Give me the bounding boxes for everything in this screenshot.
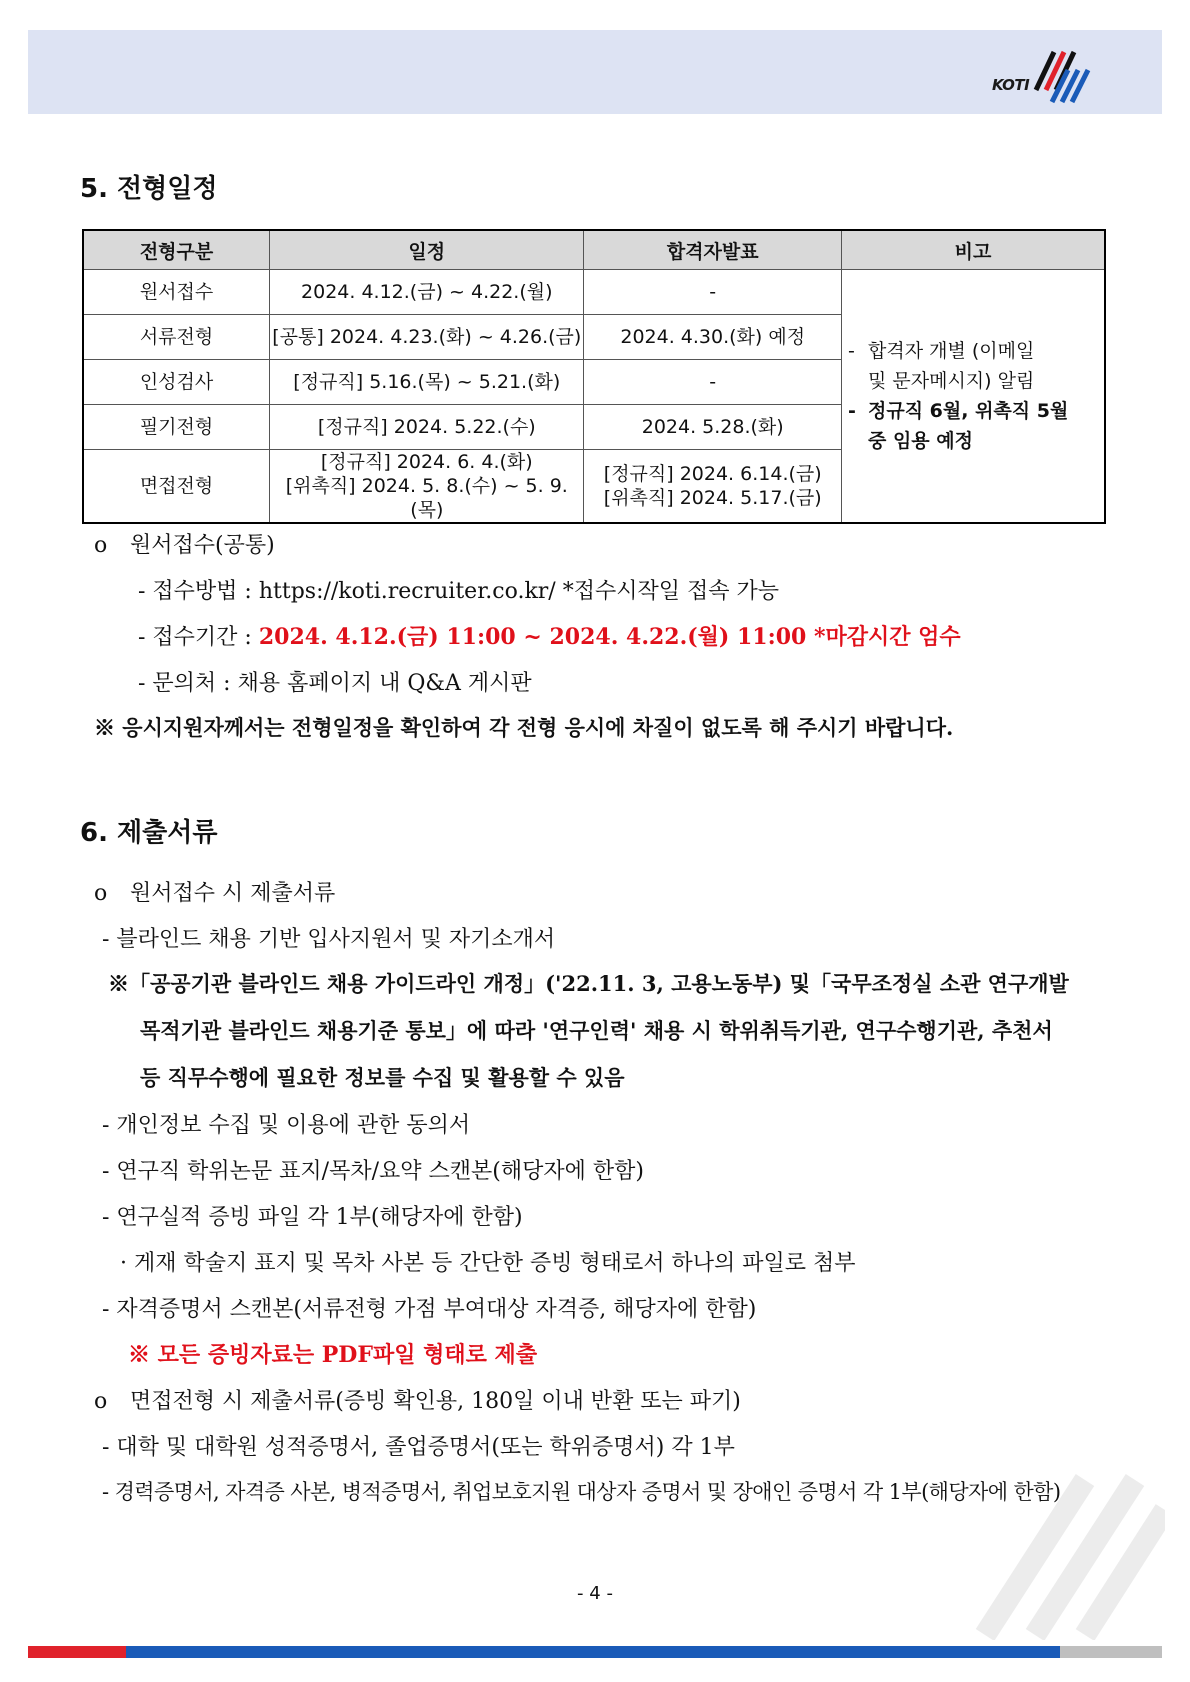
doc-item: - 자격증명서 스캔본(서류전형 가점 부여대상 자격증, 해당자에 한함) bbox=[102, 1297, 757, 1322]
apply-period: - 접수기간 : 2024. 4.12.(금) 11:00 ~ 2024. 4.22.(월) 11:00 *마감시간 엄수 bbox=[138, 624, 961, 650]
doc-item: - 경력증명서, 자격증 사본, 병적증명서, 취업보호지원 대상자 증명서 및 장애인 증명서 각 1부(해당자에 한함) bbox=[102, 1480, 1061, 1504]
stage-cell: 면접전형 bbox=[83, 450, 270, 524]
schedule-cell: [정규직] 5.16.(목) ~ 5.21.(화) bbox=[270, 360, 584, 405]
doc-item: - 대학 및 대학원 성적증명서, 졸업증명서(또는 학위증명서) 각 1부 bbox=[102, 1435, 735, 1460]
footer-bar-red bbox=[28, 1646, 126, 1658]
doc-sub-item: · 게재 학술지 표지 및 목차 사본 등 간단한 증빙 형태로서 하나의 파일로 첨부 bbox=[120, 1251, 856, 1276]
header-cell: 합격자발표 bbox=[584, 230, 842, 270]
apply-contact: - 문의처 : 채용 홈페이지 내 Q&A 게시판 bbox=[138, 671, 532, 696]
logo-text: KOTI bbox=[992, 76, 1030, 94]
note-line: 중 임용 예정 bbox=[867, 430, 973, 452]
note-line: - 정규직 6월, 위촉직 5월 bbox=[847, 400, 1069, 422]
announce-cell: - bbox=[584, 270, 842, 315]
schedule-cell: [공통] 2024. 4.23.(화) ~ 4.26.(금) bbox=[270, 315, 584, 360]
apply-docs-title: o 원서접수 시 제출서류 bbox=[94, 881, 336, 906]
schedule-cell: [정규직] 2024. 5.22.(수) bbox=[270, 405, 584, 450]
note-line: 및 문자메시지) 알림 bbox=[867, 370, 1035, 392]
note-cell bbox=[841, 270, 1105, 524]
header-cell: 일정 bbox=[270, 230, 584, 270]
page-number: - 4 - bbox=[577, 1583, 613, 1604]
header-cell: 비고 bbox=[841, 230, 1105, 270]
pdf-notice: ※ 모든 증빙자료는 PDF파일 형태로 제출 bbox=[128, 1342, 538, 1368]
doc-item: - 블라인드 채용 기반 입사지원서 및 자기소개서 bbox=[102, 927, 556, 952]
announce-cell bbox=[584, 450, 842, 524]
schedule-line: [정규직] 2024. 6. 4.(화) bbox=[320, 451, 533, 473]
stage-cell: 서류전형 bbox=[83, 315, 270, 360]
schedule-cell: 2024. 4.12.(금) ~ 4.22.(월) bbox=[270, 270, 584, 315]
stage-cell: 인성검사 bbox=[83, 360, 270, 405]
interview-docs-title: o 면접전형 시 제출서류(증빙 확인용, 180일 이내 반환 또는 파기) bbox=[94, 1389, 741, 1414]
announce-line: [정규직] 2024. 6.14.(금) bbox=[603, 463, 822, 485]
note-line: - 합격자 개별 (이메일 bbox=[847, 340, 1035, 362]
logo-stripes-icon bbox=[1032, 38, 1100, 106]
doc-item: - 연구실적 증빙 파일 각 1부(해당자에 한함) bbox=[102, 1205, 523, 1230]
schedule-cell bbox=[270, 450, 584, 524]
footer-bar-blue bbox=[126, 1646, 1060, 1658]
guide-notice-line: ※「공공기관 블라인드 채용 가이드라인 개정」('22.11. 3, 고용노동부) 및「국무조정실 소관 연구개발 bbox=[108, 971, 1069, 996]
table-header-row bbox=[83, 230, 1105, 270]
schedule-line: [위촉직] 2024. 5. 8.(수) ~ 5. 9.(목) bbox=[285, 475, 568, 521]
apply-title: o 원서접수(공통) bbox=[94, 533, 275, 558]
stage-cell: 필기전형 bbox=[83, 405, 270, 450]
apply-method: - 접수방법 : https://koti.recruiter.co.kr/ *접수시작일 접속 가능 bbox=[138, 579, 779, 604]
schedule-table bbox=[82, 229, 1106, 524]
koti-logo bbox=[992, 38, 1100, 106]
header-cell: 전형구분 bbox=[83, 230, 270, 270]
doc-item: - 개인정보 수집 및 이용에 관한 동의서 bbox=[102, 1113, 471, 1138]
section5-title: 5. 전형일정 bbox=[80, 174, 218, 204]
stage-cell: 원서접수 bbox=[83, 270, 270, 315]
guide-notice-line: 목적기관 블라인드 채용기준 통보」에 따라 '연구인력' 채용 시 학위취득기관, 연구수행기관, 추천서 bbox=[140, 1018, 1053, 1043]
apply-period-value: 2024. 4.12.(금) 11:00 ~ 2024. 4.22.(월) 11:00 *마감시간 엄수 bbox=[258, 624, 961, 650]
guide-notice-line: 등 직무수행에 필요한 정보를 수집 및 활용할 수 있음 bbox=[140, 1065, 625, 1090]
table-row bbox=[83, 270, 1105, 315]
section6-title: 6. 제출서류 bbox=[80, 818, 218, 848]
announce-cell: - bbox=[584, 360, 842, 405]
announce-cell: 2024. 4.30.(화) 예정 bbox=[584, 315, 842, 360]
schedule-notice: ※ 응시지원자께서는 전형일정을 확인하여 각 전형 응시에 차질이 없도록 해 주시기 바랍니다. bbox=[94, 715, 954, 740]
doc-item: - 연구직 학위논문 표지/목차/요약 스캔본(해당자에 한함) bbox=[102, 1159, 644, 1184]
announce-cell: 2024. 5.28.(화) bbox=[584, 405, 842, 450]
announce-line: [위촉직] 2024. 5.17.(금) bbox=[603, 487, 822, 509]
footer-bar-gray bbox=[1060, 1646, 1162, 1658]
stripes-watermark-icon bbox=[975, 1460, 1165, 1640]
